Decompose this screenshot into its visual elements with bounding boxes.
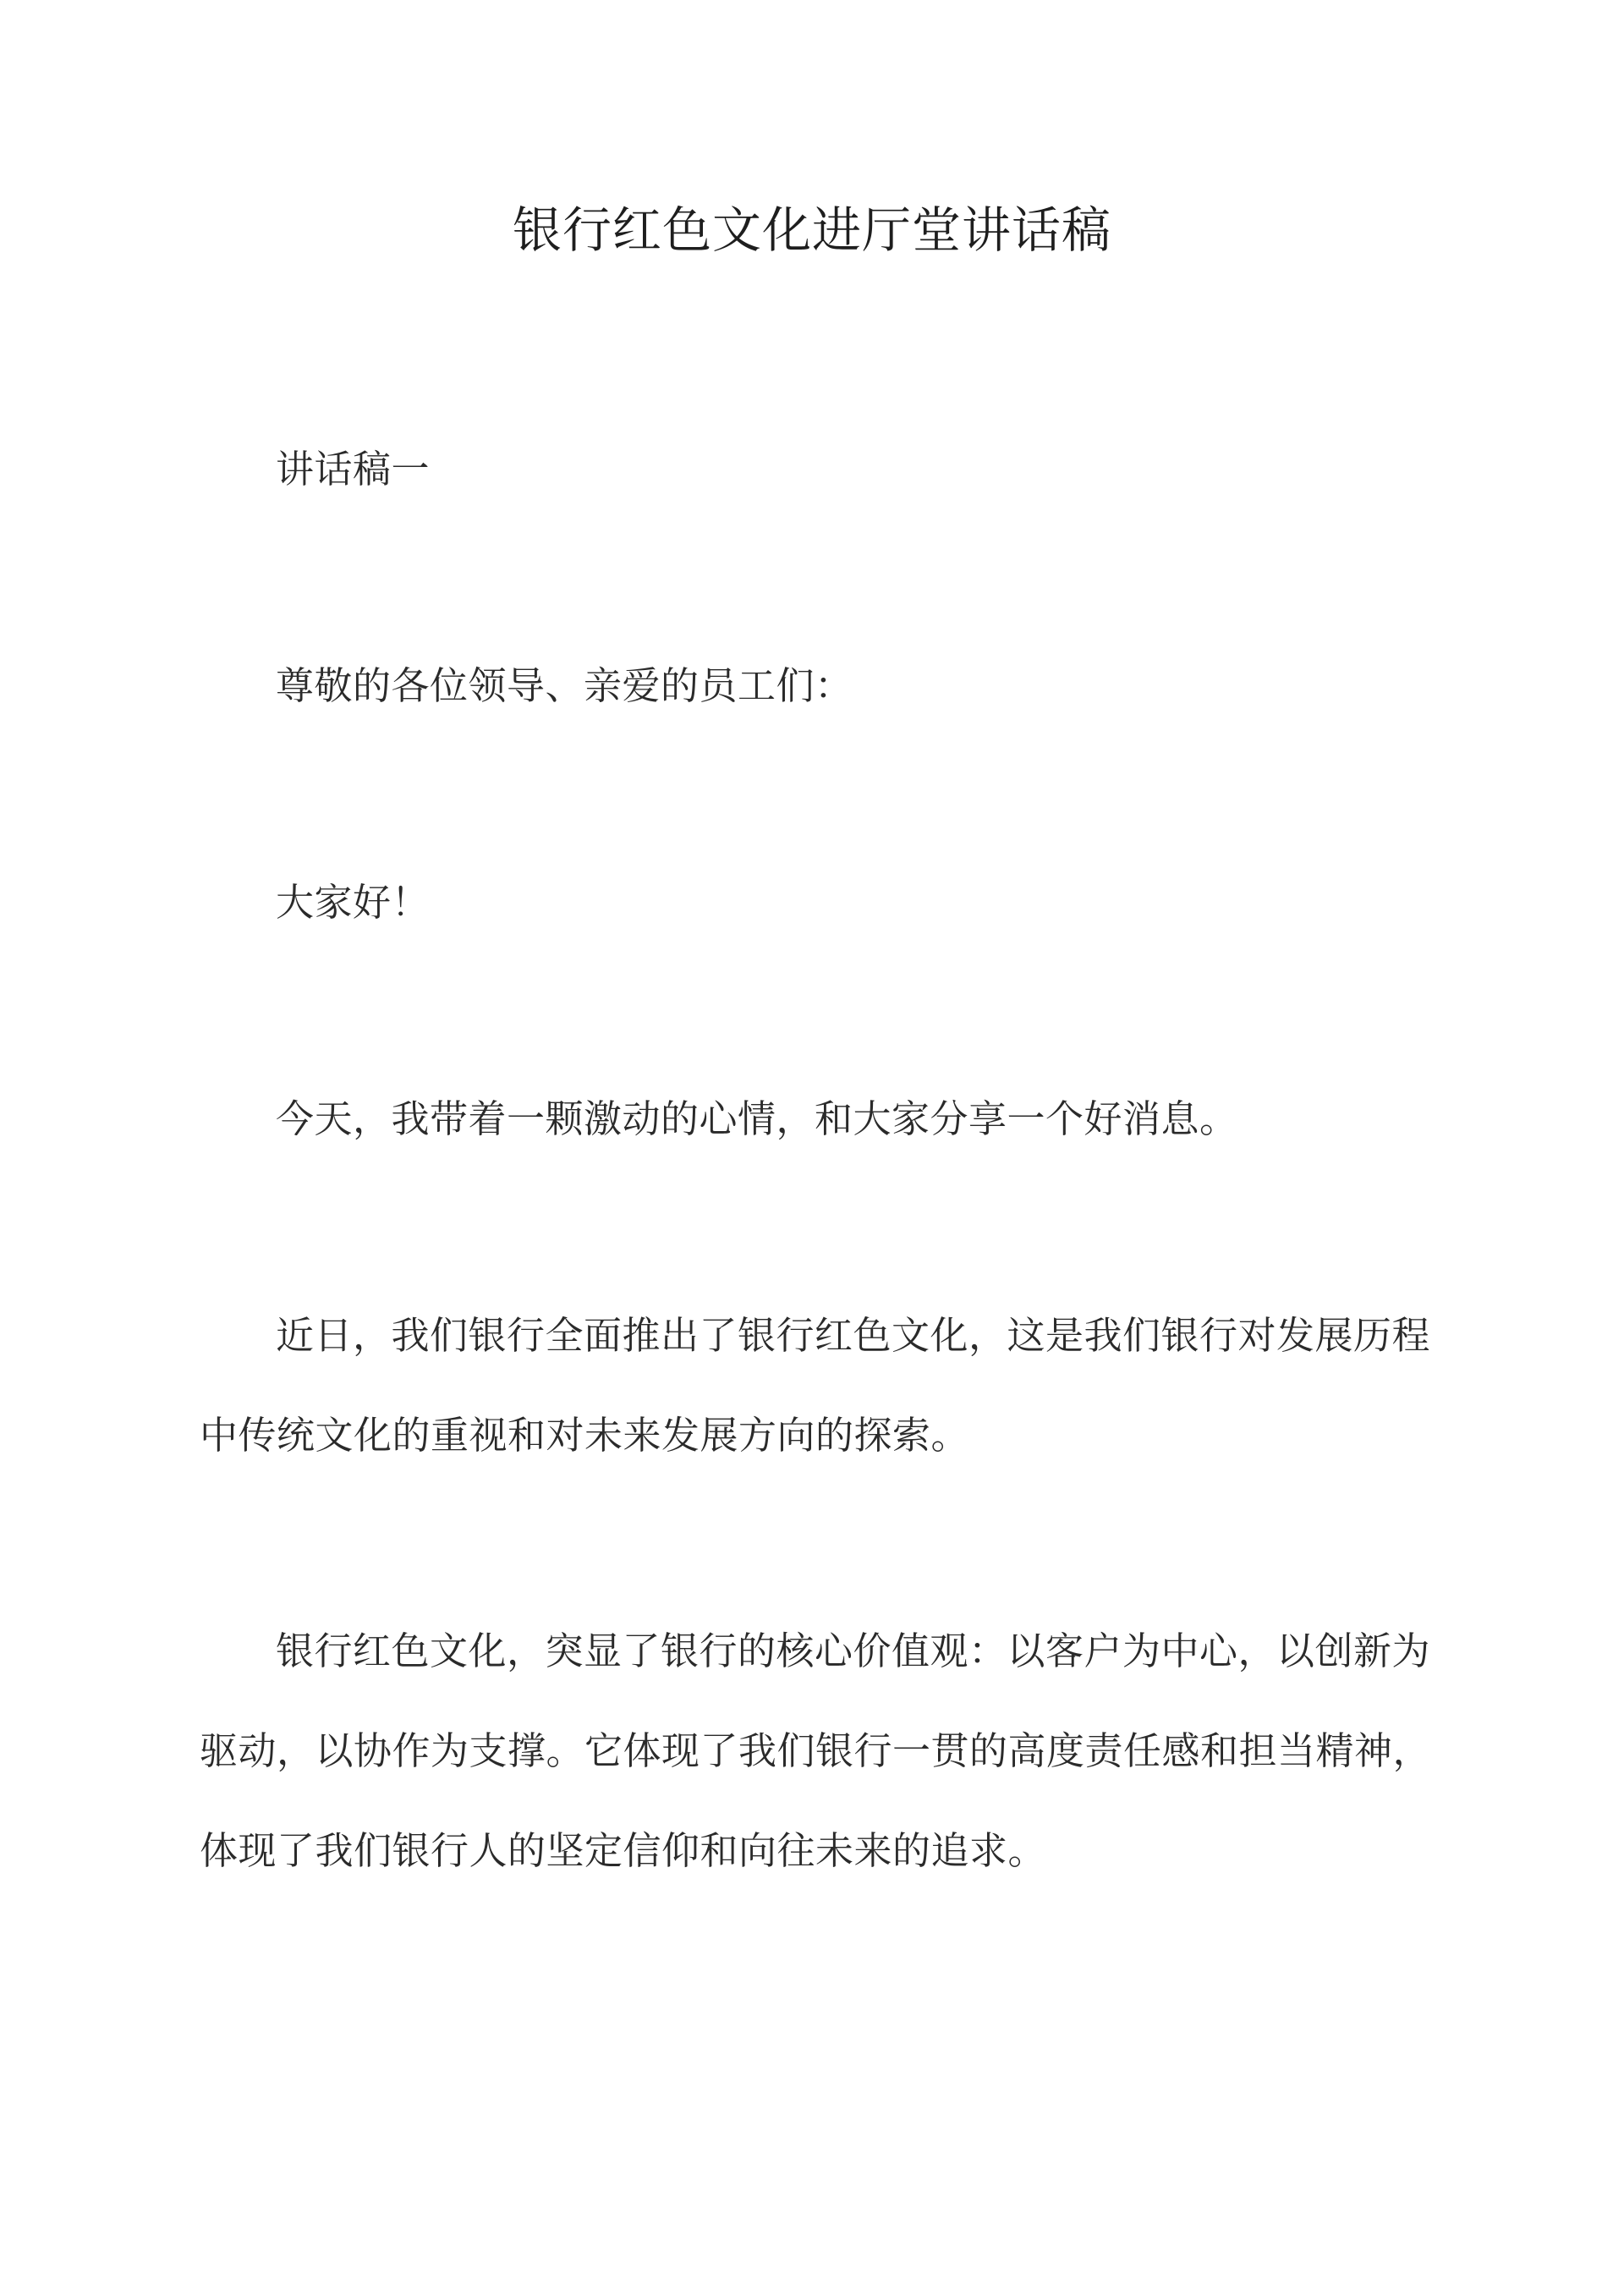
section-heading: 讲话稿一 xyxy=(276,447,431,492)
document-title: 银行红色文化进厅堂讲话稿 xyxy=(512,201,1111,259)
body-paragraph: 近日，我们银行全面推出了银行红色文化，这是我们银行对发展历程中传统文化的重视和对未来发展方向的探索。 xyxy=(200,1313,1431,1458)
body-paragraph: 银行红色文化，突显了银行的核心价值观：以客户为中心，以创新为驱动，以协作为支撑。它体现了我们银行一贯的高度责任感和担当精神，体现了我们银行人的坚定信仰和向往未来的追求。 xyxy=(200,1629,1432,1873)
greeting-paragraph: 大家好！ xyxy=(276,880,431,925)
body-paragraph: 今天，我带着一颗激动的心情，和大家分享一个好消息。 xyxy=(276,1096,1238,1141)
salutation-paragraph: 尊敬的各位领导、亲爱的员工们： xyxy=(276,663,853,708)
